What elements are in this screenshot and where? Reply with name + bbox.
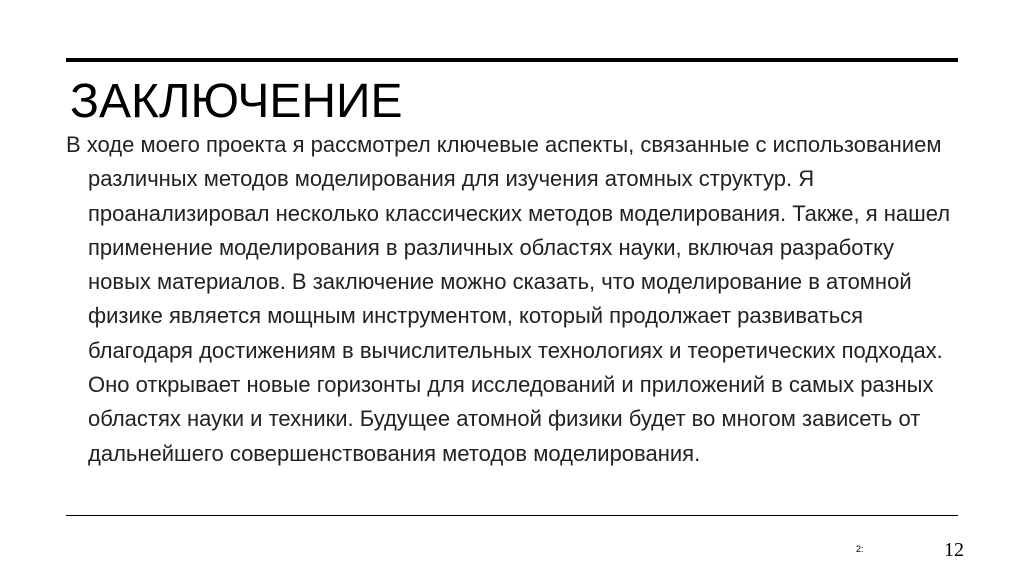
slide-mark: 2: [856, 544, 864, 554]
page-number: 12 [944, 539, 964, 561]
footer-rule [66, 515, 958, 516]
title-top-rule [66, 58, 958, 62]
slide-title: ЗАКЛЮЧЕНИЕ [70, 75, 403, 128]
conclusion-paragraph: В ходе моего проекта я рассмотрел ключевые аспекты, связанные с использованием различных методов моделирования для изучения атомных структур. Я проанализировал несколько классических методов моделирования. Также, я нашел применение моделирования в различных областях науки, включая разработку новых материалов. В заключение можно сказать, что моделирование в атомной физике является мощным инструментом, который продолжает развиваться благодаря достижениям в вычислительных технологиях и теоретических подходах. Оно открывает новые горизонты для исследований и приложений в самых разных областях науки и техники. Будущее атомной физики будет во многом зависеть от дальнейшего совершенствования методов моделирования. [66, 132, 951, 466]
